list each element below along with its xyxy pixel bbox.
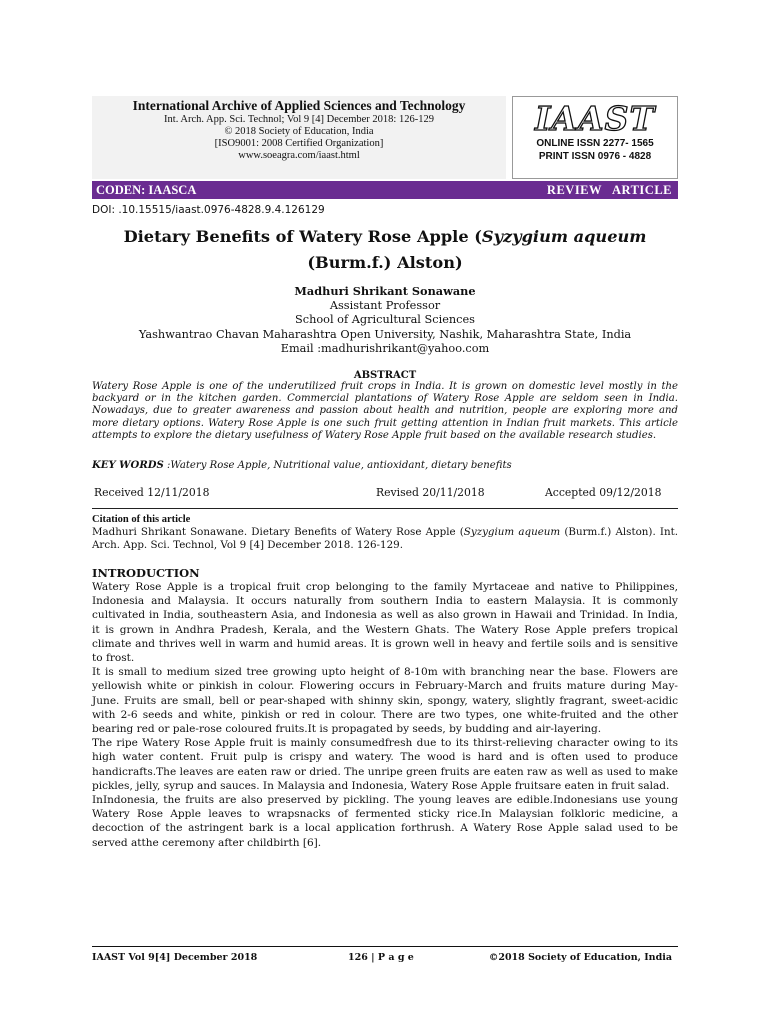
introduction-heading: INTRODUCTION xyxy=(92,566,200,580)
revised-date: Revised 20/11/2018 xyxy=(376,486,485,499)
doi-line[interactable]: DOI: .10.15515/iaast.0976-4828.9.4.126129 xyxy=(92,204,325,216)
title-main: Dietary Benefits of Watery Rose Apple ( xyxy=(123,227,482,246)
citation-heading: Citation of this article xyxy=(92,514,191,525)
paragraph: The ripe Watery Rose Apple fruit is mainly consumedfresh due to its thirst-relieving character owing to its high water content. Fruit pulp is crispy and watery. The wood is hard and is often used to produce handicrafts.The leaves are eaten raw or dried. The unripe green fruits are eaten raw as well as used to make pickles, jelly, syrup and sauces. In Malaysia and Indonesia, Watery Rose Apple fruitsare eaten in fruit salad. xyxy=(92,737,678,792)
footer-divider xyxy=(92,946,678,947)
footer-left: IAAST Vol 9[4] December 2018 xyxy=(92,952,258,963)
divider xyxy=(92,508,678,509)
journal-website[interactable]: www.soeagra.com/iaast.html xyxy=(238,150,360,161)
coden-bar xyxy=(92,181,678,199)
author-email[interactable]: Email :madhurishrikant@yahoo.com xyxy=(280,342,490,355)
author-block xyxy=(92,284,678,357)
citation-before: Madhuri Shrikant Sonawane. Dietary Benefits of Watery Rose Apple ( xyxy=(92,526,464,538)
print-issn: PRINT ISSN 0976 - 4828 xyxy=(538,151,652,162)
citation-species: Syzygium aqueum xyxy=(463,526,561,538)
accepted-date: Accepted 09/12/2018 xyxy=(545,486,662,499)
journal-logo-box xyxy=(512,96,678,179)
journal-iso-line: [ISO9001: 2008 Certified Organization] xyxy=(214,138,384,149)
title-species: Syzygium aqueum xyxy=(481,227,647,246)
journal-logo: IAAST xyxy=(534,99,656,138)
keywords-label: KEY WORDS xyxy=(92,460,164,471)
author-school: School of Agricultural Sciences xyxy=(295,313,475,326)
coden-label: CODEN: IAASCA xyxy=(96,183,197,197)
abstract-text: Watery Rose Apple is one of the underutilized fruit crops in India. It is grown on domestic level mostly in the backyard or in the kitchen garden. Commercial plantations of Watery Rose Apple are seldom seen in India. Nowadays, due to greater awareness and passion about health and nutrition, people are exploring more and more dietary options. Watery Rose Apple is one such fruit getting attention in Indian fruit markets. This article attempts to explore the dietary usefulness of Watery Rose Apple fruit based on the available research studies. xyxy=(92,381,678,441)
introduction-body xyxy=(92,580,678,850)
journal-info-box xyxy=(92,96,506,179)
author-position: Assistant Professor xyxy=(329,298,441,312)
keywords-text: :Watery Rose Apple, Nutritional value, antioxidant, dietary benefits xyxy=(163,460,512,471)
online-issn: ONLINE ISSN 2277- 1565 xyxy=(536,138,654,149)
paragraph: It is small to medium sized tree growing upto height of 8-10m with branching near the base. Flowers are yellowish white or pinkish in colour. Flowering occurs in February-March and fruits mature during May-June. Fruits are small, bell or pear-shaped with shinny skin, spongy, watery, slightly fragrant, sweet-acidic with 2-6 seeds and white, pinkish or red in colour. There are two types, one white-fruited and the other bearing red or pale-rose coloured fruits.It is propagated by seeds, by budding and air-layering. xyxy=(92,666,678,736)
article-title xyxy=(92,224,678,276)
author-university: Yashwantrao Chavan Maharashtra Open University, Nashik, Maharashtra State, India xyxy=(138,327,632,341)
received-date: Received 12/11/2018 xyxy=(94,486,210,499)
journal-copyright-line: © 2018 Society of Education, India xyxy=(224,126,374,137)
abstract-heading: ABSTRACT xyxy=(353,370,417,381)
citation-after: (Burm.f.) Alston). Int. Arch. App. Sci. Technol, Vol 9 [4] December 2018. 126-129. xyxy=(92,526,678,551)
article-type-label: REVIEW ARTICLE xyxy=(546,183,672,197)
citation-text xyxy=(92,526,678,552)
title-line2: (Burm.f.) Alston) xyxy=(307,253,463,272)
journal-citation-line: Int. Arch. App. Sci. Technol; Vol 9 [4] December 2018: 126-129 xyxy=(164,114,434,125)
keywords-line xyxy=(92,460,678,471)
author-name: Madhuri Shrikant Sonawane xyxy=(294,284,476,298)
journal-name: International Archive of Applied Sciences and Technology xyxy=(132,98,466,113)
journal-header xyxy=(92,96,678,179)
paragraph: Watery Rose Apple is a tropical fruit crop belonging to the family Myrtaceae and native to Philippines, Indonesia and Malaysia. It occurs naturally from southern India to eastern Malaysia. It is commonly cultivated in India, southeastern Asia, and Indonesia as well as also grown in Hawaii and Trinidad. In India, it is grown in Andhra Pradesh, Kerala, and the Western Ghats. The Watery Rose Apple prefers tropical climate and thrives well in warm and humid areas. It is grown well in heavy and fertile soils and is sensitive to frost. xyxy=(92,581,678,665)
footer-page: 126 | P a g e xyxy=(348,952,414,963)
paragraph: InIndonesia, the fruits are also preserved by pickling. The young leaves are edible.Indonesians use young Watery Rose Apple leaves to wrapsnacks of fermented sticky rice.In Malaysian folkloric medicine, a decoction of the astringent bark is a local application forthrush. A Watery Rose Apple salad used to be served atthe ceremony after childbirth [6]. xyxy=(92,794,678,849)
footer-right: ©2018 Society of Education, India xyxy=(488,952,672,963)
